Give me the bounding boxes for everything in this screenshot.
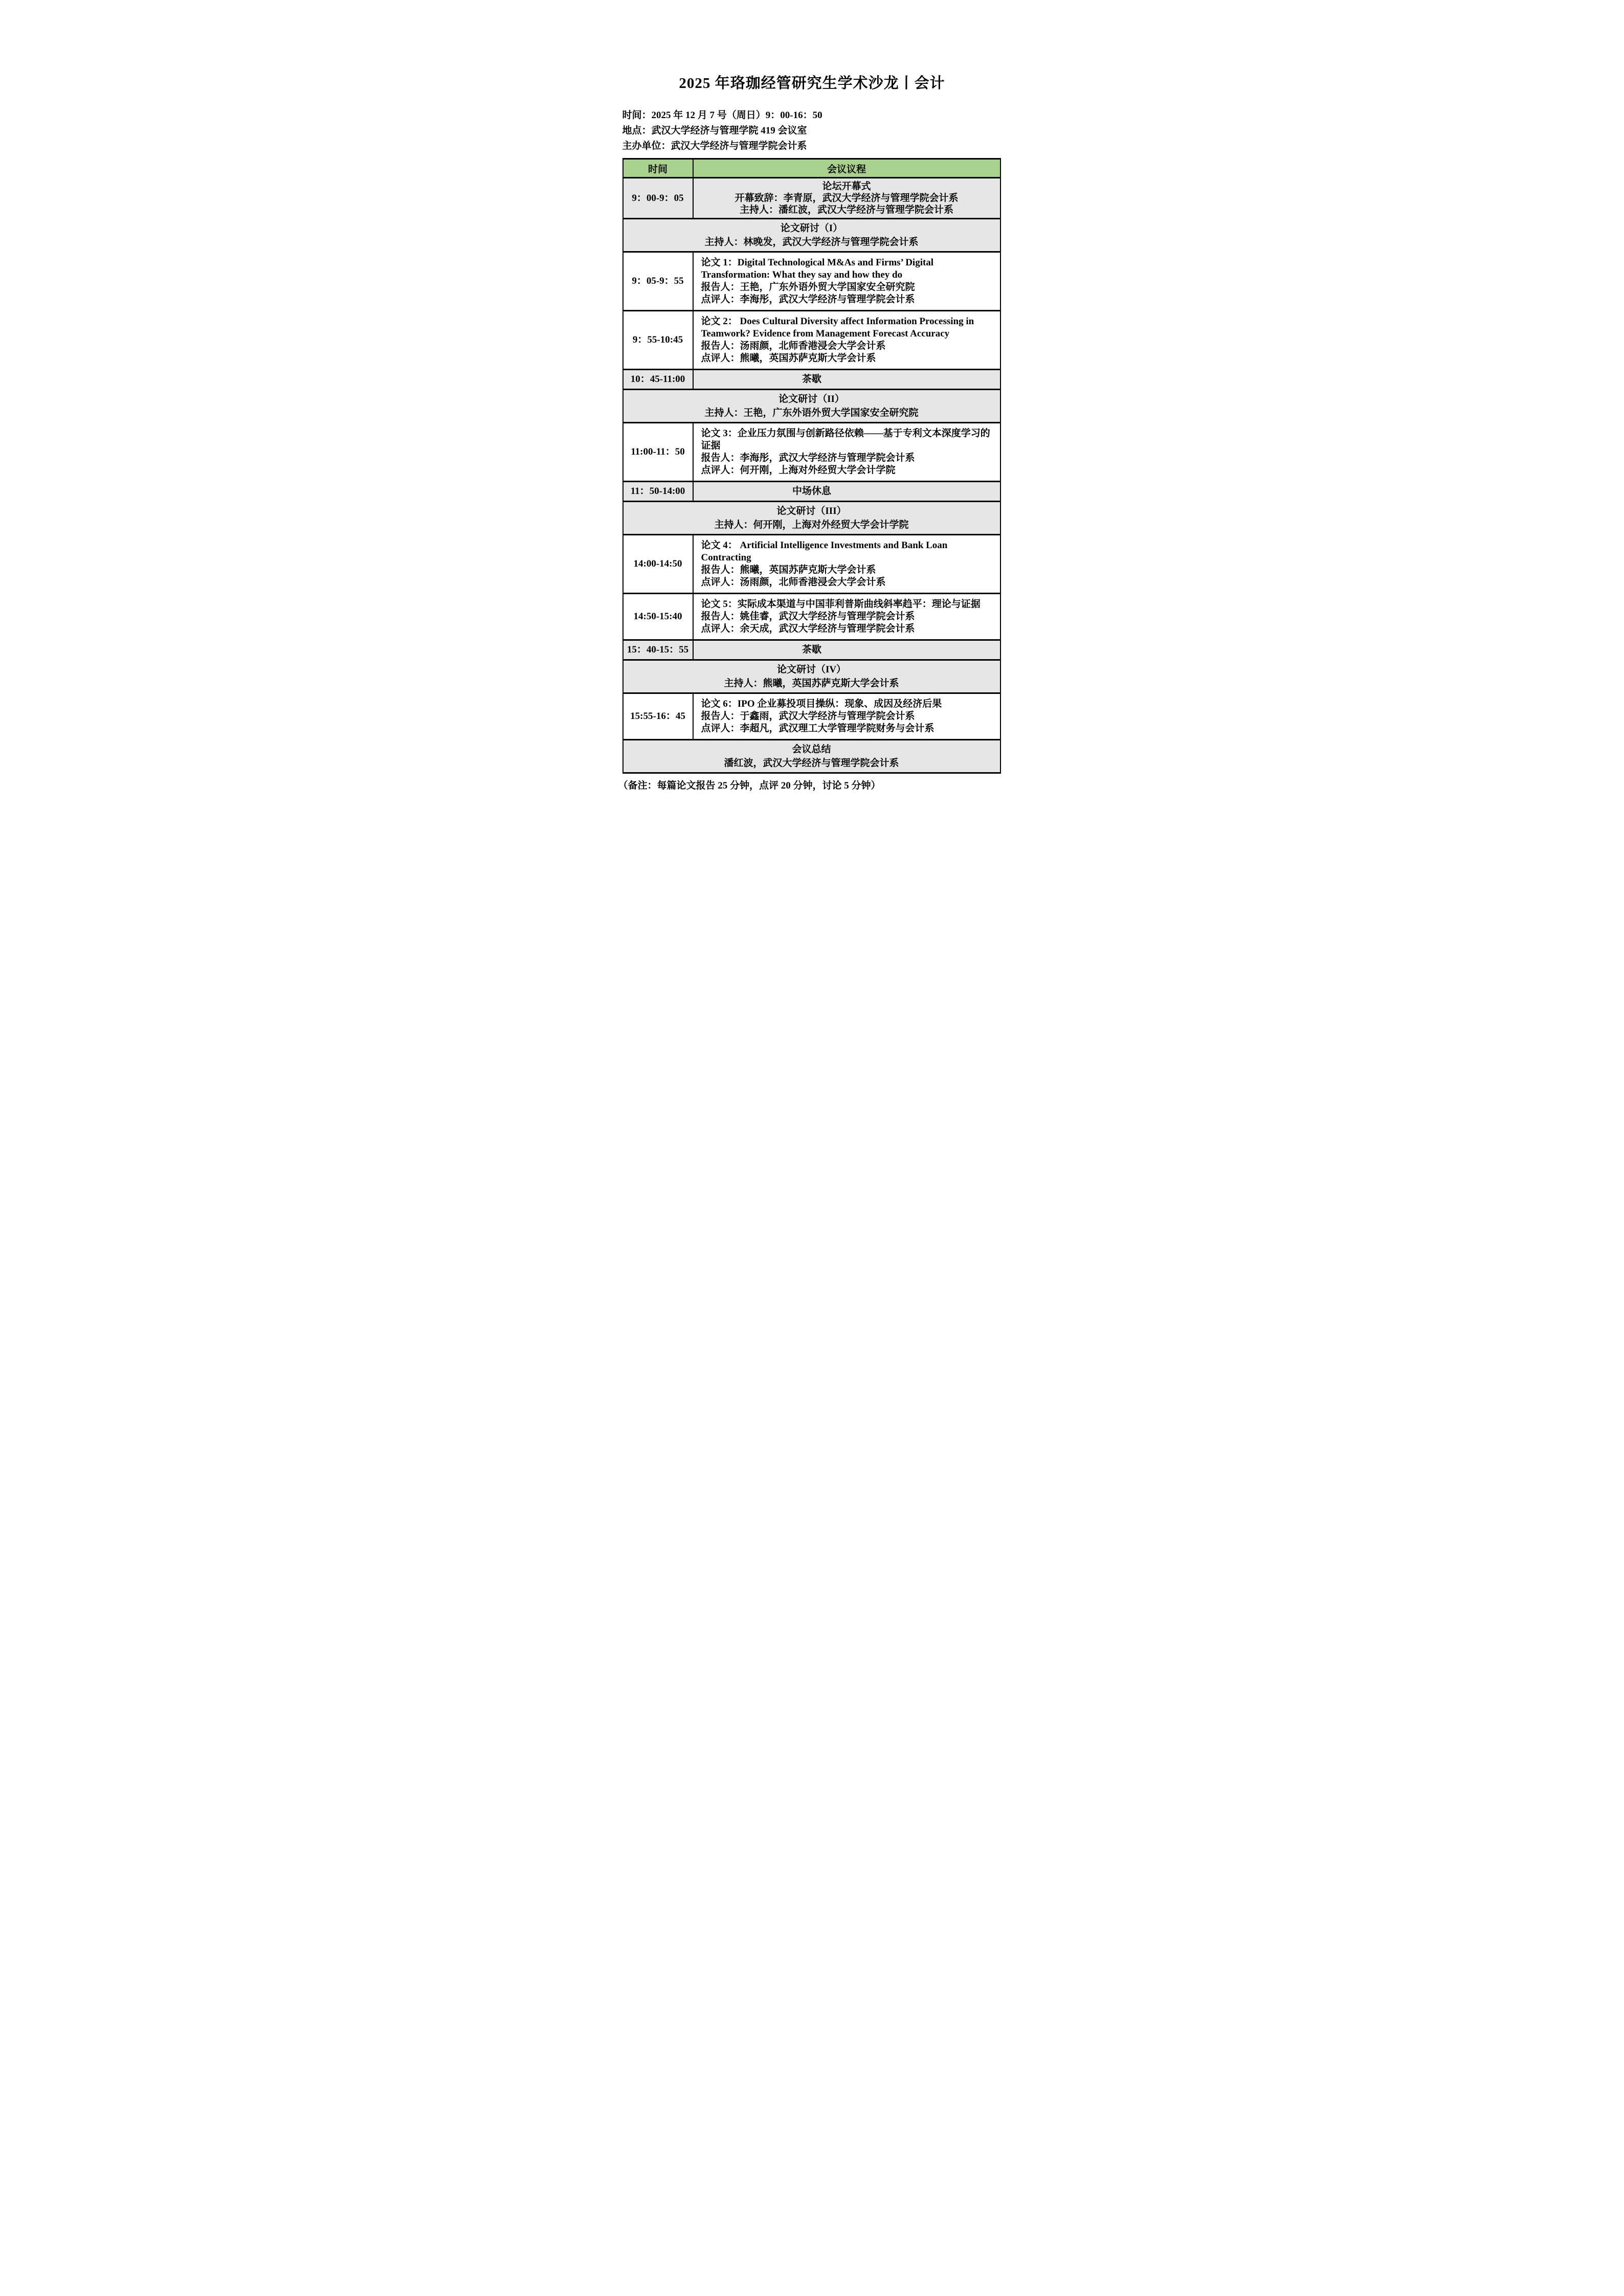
agenda-line: 点评人：余天成，武汉大学经济与管理学院会计系: [701, 623, 915, 634]
agenda-line: 报告人：王艳，广东外语外贸大学国家安全研究院: [701, 282, 915, 292]
footnote: （备注：每篇论文报告 25 分钟，点评 20 分钟，讨论 5 分钟）: [618, 780, 881, 791]
agenda-line: 主持人：潘红波，武汉大学经济与管理学院会计系: [739, 205, 953, 215]
agenda-line: 论文研讨（II）: [778, 394, 844, 404]
page-title: 2025 年珞珈经管研究生学术沙龙丨会计: [679, 75, 945, 92]
agenda-line: 点评人：李超凡，武汉理工大学管理学院财务与会计系: [701, 723, 935, 734]
agenda-line: 主持人：何开刚，上海对外经贸大学会计学院: [714, 520, 909, 530]
merged-agenda-cell: [623, 502, 1000, 535]
table-row: [623, 535, 1000, 594]
info-line-venue: 地点：武汉大学经济与管理学院 419 会议室: [622, 125, 807, 136]
agenda-line: 报告人：姚佳睿，武汉大学经济与管理学院会计系: [701, 611, 915, 622]
agenda-line: 报告人：李海彤，武汉大学经济与管理学院会计系: [701, 453, 915, 463]
agenda-line: 报告人：汤雨颜，北师香港浸会大学会计系: [701, 341, 886, 351]
table-row: [623, 640, 1000, 660]
merged-agenda-cell: [623, 390, 1000, 423]
time-cell: 15:55-16：45: [623, 693, 693, 740]
table-row: [623, 423, 1000, 482]
agenda-table-body: [623, 159, 1000, 773]
agenda-cell: [693, 252, 1000, 311]
time-cell: 15：40-15：55: [623, 640, 693, 660]
agenda-cell: [693, 640, 1000, 660]
agenda-cell: [693, 535, 1000, 594]
agenda-cell: [693, 311, 1000, 370]
info-block: [622, 108, 1001, 154]
agenda-line: 点评人：熊曦，英国苏萨克斯大学会计系: [701, 353, 876, 364]
agenda-line: 论文 5：实际成本渠道与中国菲利普斯曲线斜率趋平：理论与证据: [701, 599, 981, 610]
document-page: [542, 0, 1083, 793]
time-cell: 10：45-11:00: [623, 370, 693, 390]
table-row: [623, 594, 1000, 640]
time-cell: 9：55-10:45: [623, 311, 693, 370]
time-cell: 9：00-9：05: [623, 178, 693, 219]
agenda-line: 主持人：林晚发，武汉大学经济与管理学院会计系: [704, 237, 919, 247]
agenda-line: 中场休息: [792, 486, 831, 497]
table-row: [623, 693, 1000, 740]
table-header-row: [623, 159, 1000, 178]
agenda-line: 论文研讨（III）: [776, 506, 847, 516]
agenda-cell: [693, 693, 1000, 740]
agenda-line: 论文 1：Digital Technological M&As and Firms’ Digital Transformation: What they say and how they do: [701, 257, 934, 280]
agenda-line: 主持人：王艳，广东外语外贸大学国家安全研究院: [704, 408, 919, 418]
agenda-table: [622, 158, 1001, 774]
table-row: [623, 370, 1000, 390]
merged-agenda-cell: [623, 219, 1000, 252]
agenda-cell: [693, 178, 1000, 219]
agenda-line: 论文研讨（IV）: [776, 664, 847, 675]
time-cell: 11:00-11：50: [623, 423, 693, 482]
agenda-cell: [693, 370, 1000, 390]
section-row: [623, 660, 1000, 693]
section-row: [623, 219, 1000, 252]
agenda-line: 报告人：熊曦，英国苏萨克斯大学会计系: [701, 565, 876, 575]
agenda-line: 潘红波，武汉大学经济与管理学院会计系: [724, 758, 899, 769]
merged-agenda-cell: [623, 740, 1000, 773]
agenda-line: 论文 6：IPO 企业募投项目操纵：现象、成因及经济后果: [701, 699, 942, 709]
agenda-cell: [693, 594, 1000, 640]
section-row: [623, 390, 1000, 423]
agenda-line: 会议总结: [792, 744, 831, 755]
section-row: [623, 502, 1000, 535]
agenda-line: 茶歇: [802, 644, 821, 655]
info-line-organizer: 主办单位：武汉大学经济与管理学院会计系: [622, 141, 807, 151]
table-row: [623, 178, 1000, 219]
agenda-line: 点评人：何开刚，上海对外经贸大学会计学院: [701, 465, 896, 476]
agenda-line: 论坛开幕式: [822, 181, 871, 192]
agenda-line: 论文 4： Artificial Intelligence Investments and Bank Loan Contracting: [701, 540, 948, 563]
time-cell: 14:00-14:50: [623, 535, 693, 594]
time-cell: 9：05-9：55: [623, 252, 693, 311]
table-row: [623, 482, 1000, 502]
agenda-line: 点评人：李海彤，武汉大学经济与管理学院会计系: [701, 294, 915, 305]
time-cell: 11：50-14:00: [623, 482, 693, 502]
info-line-time: 时间：2025 年 12 月 7 号（周日）9：00-16：50: [622, 110, 822, 121]
table-row: [623, 252, 1000, 311]
agenda-line: 报告人：于鑫雨，武汉大学经济与管理学院会计系: [701, 711, 915, 722]
agenda-cell: [693, 482, 1000, 502]
agenda-line: 论文 3：企业压力氛围与创新路径依赖——基于专利文本深度学习的证据: [701, 428, 990, 451]
section-row: [623, 740, 1000, 773]
time-column-header: 时间: [623, 159, 693, 178]
agenda-line: 论文研讨（I）: [780, 223, 843, 234]
agenda-line: 点评人：汤雨颜，北师香港浸会大学会计系: [701, 577, 886, 588]
table-row: [623, 311, 1000, 370]
agenda-column-header: 会议议程: [693, 159, 1000, 178]
agenda-line: 主持人：熊曦，英国苏萨克斯大学会计系: [724, 678, 899, 689]
merged-agenda-cell: [623, 660, 1000, 693]
time-cell: 14:50-15:40: [623, 594, 693, 640]
agenda-line: 茶歇: [802, 374, 821, 385]
agenda-cell: [693, 423, 1000, 482]
agenda-line: 论文 2： Does Cultural Diversity affect Information Processing in Teamwork? Evidence from Management Forecast Accuracy: [701, 316, 974, 339]
agenda-line: 开幕致辞：李青原，武汉大学经济与管理学院会计系: [735, 193, 959, 204]
